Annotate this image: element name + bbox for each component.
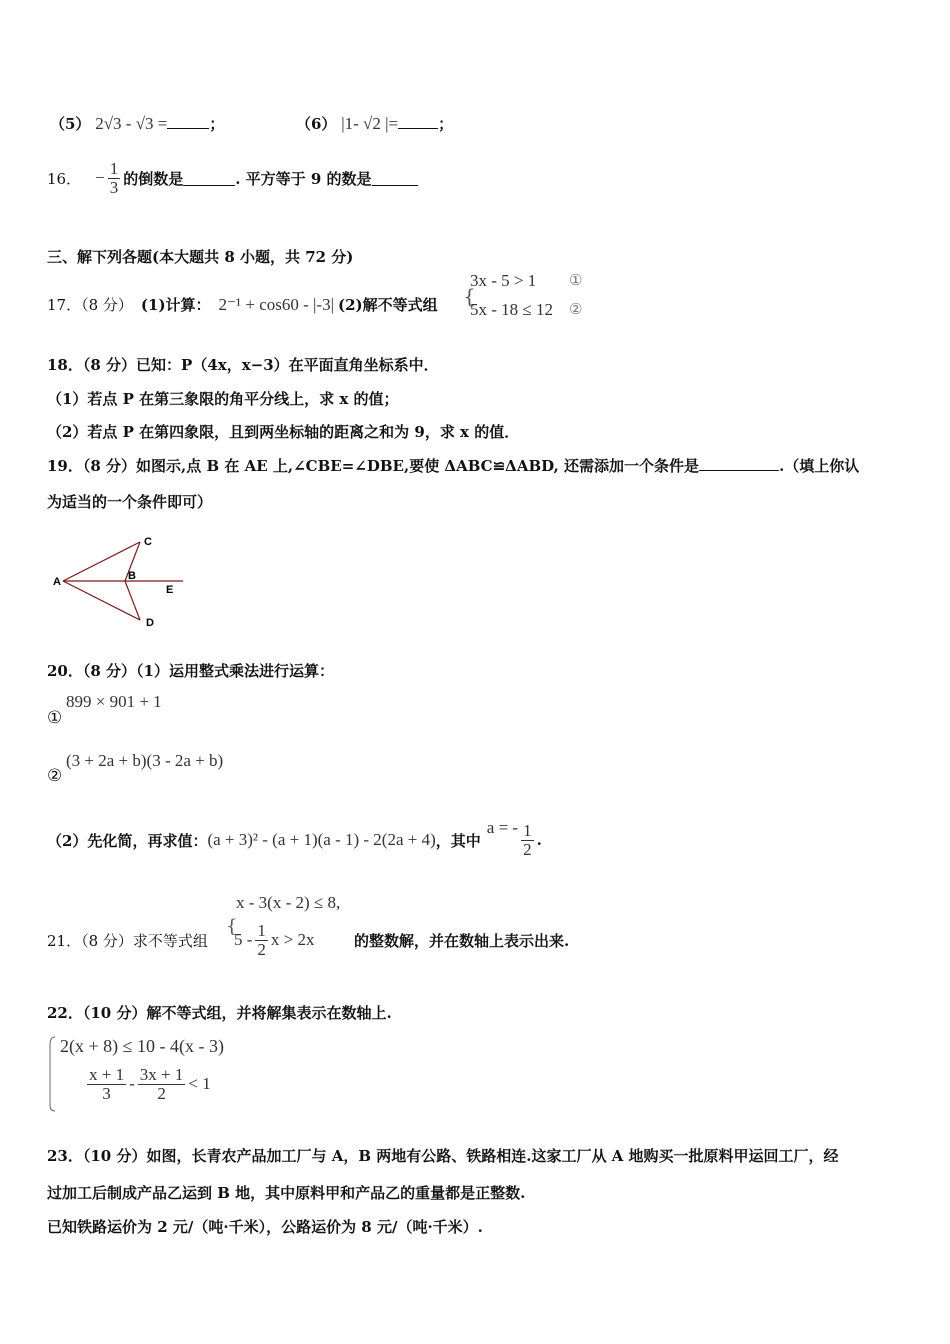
q17-part2: (2)解不等式组 xyxy=(338,296,438,314)
q20-a-den: 2 xyxy=(523,839,532,859)
q20-item1-mark: ① xyxy=(47,708,63,728)
q17-ineq1: 3x - 5 > 1 xyxy=(470,271,537,290)
q20-part2-expr: (a + 3)² - (a + 1)(a - 1) - 2(2a + 4) xyxy=(207,830,436,850)
q18-line1: 18．（8 分）已知：P（4x，x−3）在平面直角坐标系中． xyxy=(47,356,439,374)
q22-brace xyxy=(47,1035,57,1113)
q17-ineq2: 5x - 18 ≤ 12 xyxy=(470,300,553,319)
q15-part5-expr: 2√3 - √3 = xyxy=(95,114,168,133)
q15-part6-expr: |1- √2 |= xyxy=(341,114,399,133)
q16-sign: − xyxy=(95,168,105,188)
q22-fraction2 xyxy=(138,1066,186,1103)
q19-figure xyxy=(48,528,198,634)
q21-ineq2-b: x > 2x xyxy=(270,930,315,950)
q23-line3: 已知铁路运价为 2 元/（吨·千米），公路运价为 8 元/（吨·千米）. xyxy=(47,1218,483,1236)
q21-ineq2 xyxy=(234,922,315,959)
q19-line1-tail: .（填上你认 xyxy=(779,457,860,475)
q23-line2: 过加工后制成产品乙运到 B 地，其中原料甲和产品乙的重量都是正整数. xyxy=(47,1184,526,1202)
q22-ineq2 xyxy=(84,1066,211,1103)
q21-ineq1: x - 3(x - 2) ≤ 8, xyxy=(236,893,341,912)
q22-line1: 22．（10 分）解不等式组，并将解集表示在数轴上. xyxy=(47,1004,392,1022)
q21-brace: { xyxy=(226,916,238,937)
q19-line1-text: 19．（8 分）如图示,点 B 在 AE 上,∠CBE=∠DBE,要使 ΔABC≌ΔABD, 还需添加一个条件是 xyxy=(47,457,700,475)
q23-line1: 23．（10 分）如图，长青农产品加工厂与 A，B 两地有公路、铁路相连.这家工厂从 A 地购买一批原料甲运回工厂，经 xyxy=(47,1147,839,1165)
q20-part2 xyxy=(47,818,542,859)
q19-line1 xyxy=(47,455,859,476)
q20-item1-expr: 899 × 901 + 1 xyxy=(66,692,162,711)
q20-line1: 20．（8 分）（1）运用整式乘法进行运算： xyxy=(47,662,334,680)
label-d: D xyxy=(146,617,154,629)
label-b: B xyxy=(128,570,136,582)
q15-part6-label: （6） xyxy=(296,115,337,133)
label-e: E xyxy=(166,584,174,596)
q17-part1: (1)计算： xyxy=(140,296,211,314)
q21-number: 21．（8 分）求不等式组 xyxy=(47,932,208,950)
q21-frac-den: 2 xyxy=(257,939,266,959)
section-3-heading: 三、解下列各题(本大题共 8 小题，共 72 分) xyxy=(47,248,354,266)
q16-frac-den: 3 xyxy=(109,177,119,197)
q19-blank[interactable] xyxy=(699,456,779,471)
question-17 xyxy=(47,294,438,315)
q21-ineq2-a: 5 - xyxy=(234,930,253,950)
q16-blank2[interactable] xyxy=(372,171,418,186)
q22-tail: < 1 xyxy=(188,1074,211,1094)
q22-fraction1 xyxy=(87,1066,126,1103)
q20-part2-mid: ，其中 xyxy=(435,831,481,850)
q15-part6-blank[interactable] xyxy=(398,114,438,129)
q16-frac-num: 1 xyxy=(109,159,119,178)
line-ad xyxy=(63,581,140,620)
q15-part5 xyxy=(50,113,224,134)
q15-part6-end: ； xyxy=(438,115,454,133)
q18-line3: （2）若点 P 在第四象限，且到两坐标轴的距离之和为 9，求 x 的值． xyxy=(47,423,520,441)
q22-minus: - xyxy=(129,1074,135,1094)
question-16 xyxy=(47,160,418,197)
q20-item2-mark: ② xyxy=(47,766,63,786)
q20-item2-expr: (3 + 2a + b)(3 - 2a + b) xyxy=(66,751,224,770)
q17-brace: { xyxy=(463,284,476,308)
q19-line2: 为适当的一个条件即可） xyxy=(47,493,213,511)
q22-ineq1: 2(x + 8) ≤ 10 - 4(x - 3) xyxy=(60,1036,224,1056)
q17-mark2: ② xyxy=(569,300,583,318)
q15-part6 xyxy=(296,113,453,134)
q20-a-num: 1 xyxy=(523,821,532,840)
q15-part5-blank[interactable] xyxy=(167,114,209,129)
q16-fraction xyxy=(108,160,121,197)
q20-part2-label: （2）先化简，再求值： xyxy=(47,831,208,850)
q18-line2: （1）若点 P 在第三象限的角平分线上，求 x 的值； xyxy=(47,390,399,408)
q21-fraction xyxy=(255,922,268,959)
q15-part5-label: （5） xyxy=(50,115,91,133)
q15-part5-end: ； xyxy=(209,115,225,133)
q21-tail: 的整数解，并在数轴上表示出来. xyxy=(354,932,570,950)
q21-frac-num: 1 xyxy=(257,921,266,940)
label-c: C xyxy=(144,536,152,548)
q20-a-fraction xyxy=(521,822,534,859)
q17-expr: 2⁻¹ + cos60 - |-3| xyxy=(218,294,334,314)
q22-f1-num: x + 1 xyxy=(89,1065,125,1084)
q16-number: 16． xyxy=(47,169,82,188)
q17-number: 17．（8 分） xyxy=(47,296,133,314)
q17-mark1: ① xyxy=(569,271,583,289)
q20-a-eq: a = - xyxy=(486,818,519,838)
q22-f2-num: 3x + 1 xyxy=(139,1065,184,1084)
q22-f1-den: 3 xyxy=(102,1083,111,1103)
q16-blank1[interactable] xyxy=(183,171,235,186)
q22-f2-den: 2 xyxy=(157,1083,166,1103)
q16-text2: . 平方等于 9 的数是 xyxy=(235,169,372,188)
label-a: A xyxy=(53,576,61,588)
q20-end: . xyxy=(536,831,542,850)
q16-text1: 的倒数是 xyxy=(123,169,184,188)
